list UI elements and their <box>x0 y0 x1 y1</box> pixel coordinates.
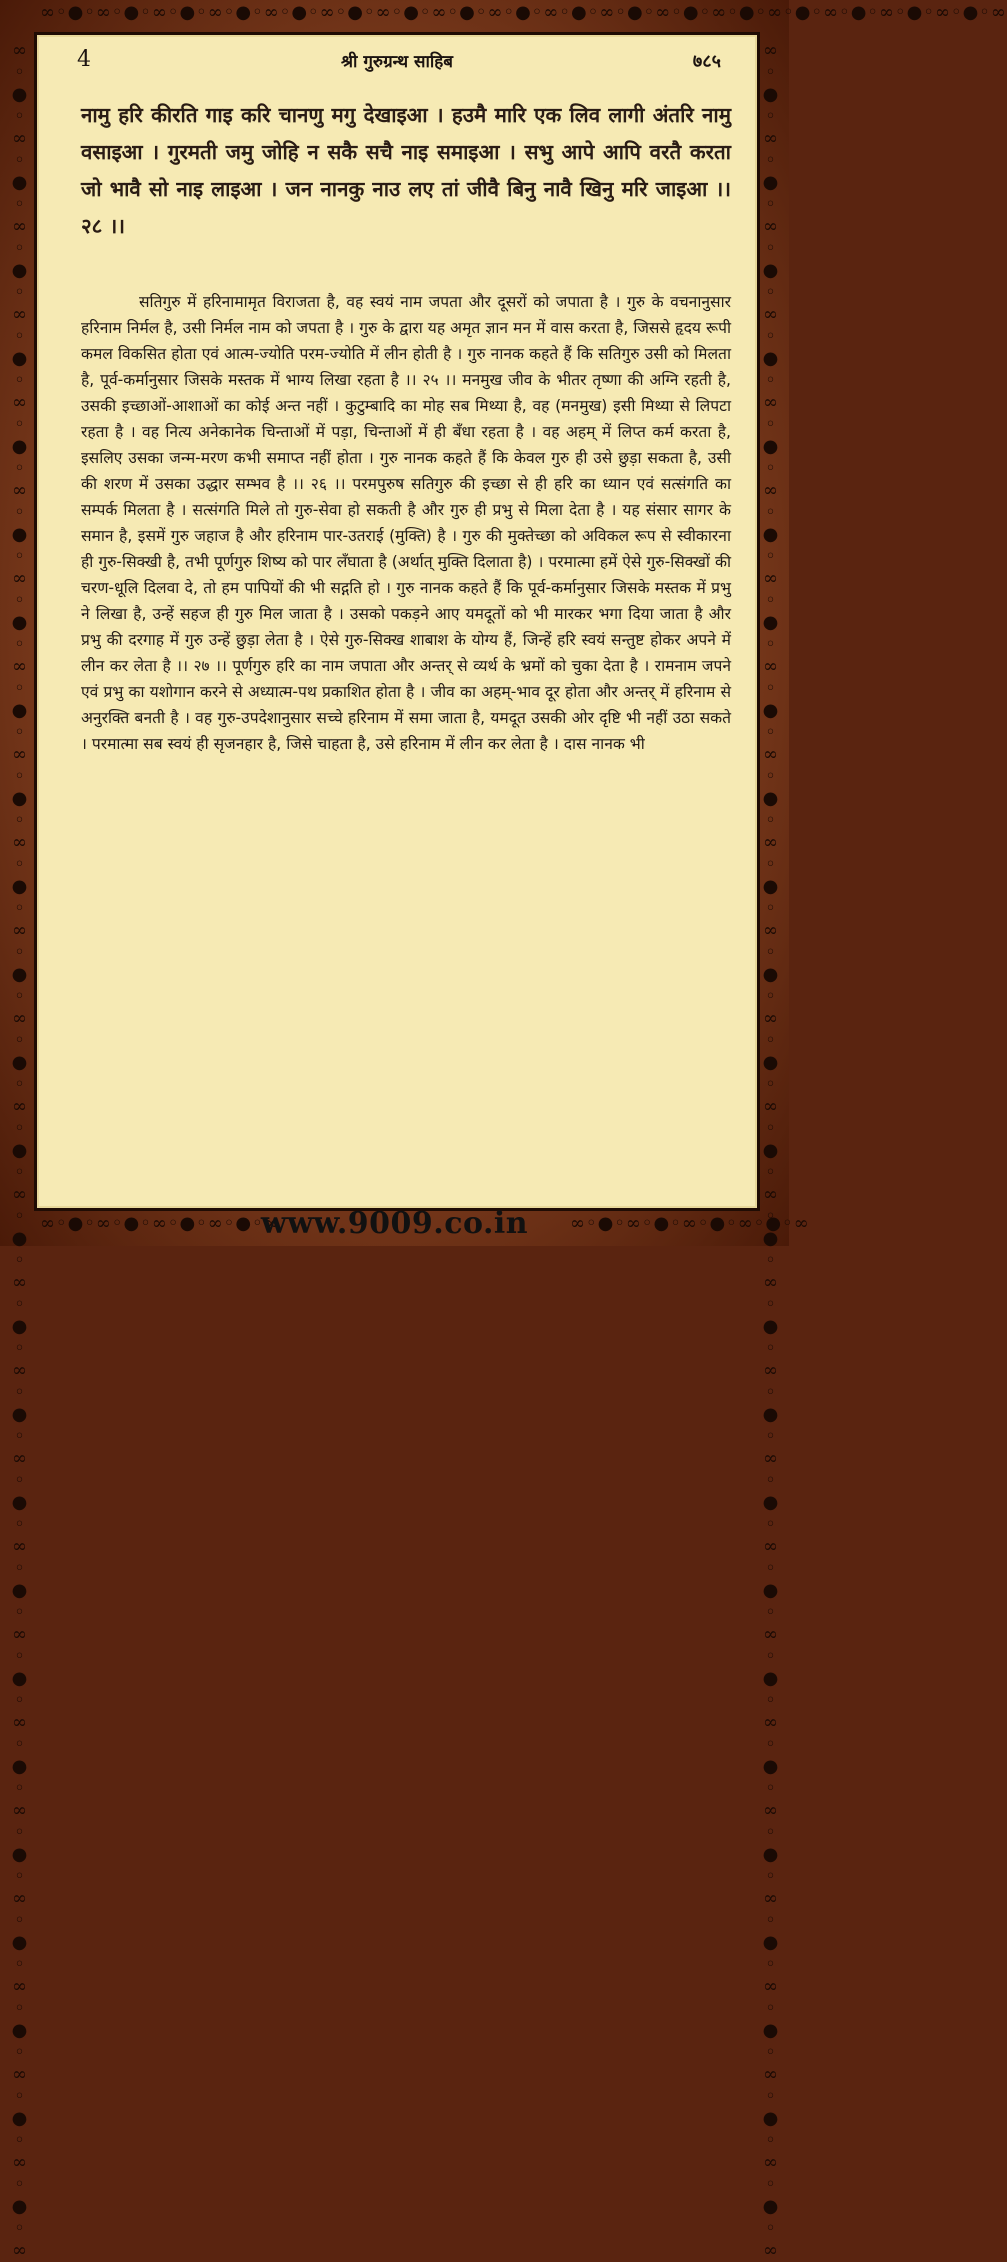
scripture-page <box>34 32 760 1211</box>
left-border-ornament: ∞◦●◦∞◦●◦∞◦●◦∞◦●◦∞◦●◦∞◦●◦∞◦●◦∞◦●◦∞◦●◦∞◦●◦∞◦●◦∞◦●◦∞◦●◦∞◦●◦∞◦●◦∞◦●◦∞◦●◦∞◦●◦∞◦●◦∞◦●◦∞◦●◦∞◦●◦∞◦●◦∞◦●◦∞◦●◦∞ <box>9 40 30 2262</box>
page-number-left: 4 <box>77 47 91 72</box>
top-border-ornament: ∞◦●◦∞◦●◦∞◦●◦∞◦●◦∞◦●◦∞◦●◦∞◦●◦∞◦●◦∞◦●◦∞◦●◦∞◦●◦∞◦●◦∞◦●◦∞◦●◦∞◦●◦∞◦●◦∞◦●◦∞ <box>40 2 1007 23</box>
page-title: श्री गुरुग्रन्थ साहिब <box>340 52 454 72</box>
page-number-right: ७८५ <box>692 51 721 72</box>
website-link[interactable]: www.9009.co.in <box>260 1206 529 1241</box>
bottom-left-border-ornament: ∞◦●◦∞◦●◦∞◦●◦∞◦●◦∞ <box>40 1213 280 1234</box>
commentary-text: सतिगुरु में हरिनामामृत विराजता है, वह स्वयं नाम जपता और दूसरों को जपाता है । गुरु के वचनानुसार हरिनाम निर्मल है, उसी निर्मल नाम को जपता है । गुरु के द्वारा यह अमृत ज्ञान मन में वास करता है, जिससे हृदय रूपी कमल विकसित होता एवं आत्म-ज्योति परम-ज्योति में लीन होती है । गुरु नानक कहते हैं कि सतिगुरु उसी को मिलता है, पूर्व-कर्मानुसार जिसके मस्तक में भाग्य लिखा रहता है ।। २५ ।। मनमुख जीव के भीतर तृष्णा की अग्नि रहती है, उसकी इच्छाओं-आशाओं का कोई अन्त नहीं । कुटुम्बादि का मोह सब मिथ्या है, वह (मनमुख) इसी मिथ्या से लिपटा रहता है । वह नित्य अनेकानेक चिन्ताओं में पड़ा, चिन्ताओं में ही बँधा रहता है । वह अहम् में लिप्त कर्म करता है, इसलिए उसका जन्म-मरण कभी समाप्त नहीं होता । गुरु नानक कहते हैं कि केवल गुरु ही उसे छुड़ा सकता है, उसी की शरण में उसका उद्धार सम्भव है ।। २६ ।। परमपुरुष सतिगुरु की इच्छा से ही हरि का ध्यान एवं सत्संगति का सम्पर्क मिलता है । सत्संगति मिले तो गुरु-सेवा हो सकती है और गुरु ही प्रभु से मिला देता है । यह संसार सागर के समान है, इसमें गुरु जहाज है और हरिनाम पार-उतराई (मुक्ति) है । गुरु की मुक्तेच्छा को अविकल रूप से स्वीकारना ही गुरु-सिक्खी है, तभी पूर्णगुरु शिष्य को पार लँघाता है (अर्थात् मुक्ति दिलाता है) । परमात्मा हमें ऐसे गुरु-सिक्खों की चरण-धूलि दिलवा दे, तो हम पापियों की भी सद्गति हो । गुरु नानक कहते हैं कि पूर्व-कर्मानुसार जिसके मस्तक में प्रभु ने लिखा है, उन्हें सहज ही गुरु मिल जाता है । उसको पकड़ने आए यमदूतों को भी मारकर भगा दिया जाता है और प्रभु की दरगाह में गुरु उन्हें छुड़ा लेता है । ऐसे गुरु-सिक्ख शाबाश के योग्य हैं, जिन्हें हरि स्वयं सन्तुष्ट होकर अपने में लीन कर लेता है ।। २७ ।। पूर्णगुरु हरि का नाम जपाता और अन्तर् से व्यर्थ के भ्रमों को चुका देता है । रामनाम जपने एवं प्रभु का यशोगान करने से अध्यात्म-पथ प्रकाशित होता है । जीव का अहम्-भाव दूर होता और अन्तर् में हरिनाम से अनुरक्ति बनती है । वह गुरु-उपदेशानुसार सच्चे हरिनाम में समा जाता है, यमदूत उसकी ओर दृष्टि भी नहीं उठा सकते । परमात्मा सब स्वयं ही सृजनहार है, जिसे चाहता है, उसे हरिनाम में लीन कर लेता है । दास नानक भी <box>81 293 731 753</box>
verse-text: नामु हरि कीरति गाइ करि चानणु मगु देखाइआ । हउमै मारि एक लिव लागी अंतरि नामु वसाइआ । गुरमती जमु जोहि न सकै सचै नाइ समाइआ । सभु आपे आपि वरतै करता जो भावै सो नाइ लाइआ । जन नानकु नाउ लए तां जीवै बिनु नावै खिनु मरि जाइआ ।। २८ ।। <box>81 103 731 238</box>
page-header <box>37 47 757 77</box>
right-border-ornament: ∞◦●◦∞◦●◦∞◦●◦∞◦●◦∞◦●◦∞◦●◦∞◦●◦∞◦●◦∞◦●◦∞◦●◦∞◦●◦∞◦●◦∞◦●◦∞◦●◦∞◦●◦∞◦●◦∞◦●◦∞◦●◦∞◦●◦∞◦●◦∞◦●◦∞◦●◦∞◦●◦∞◦●◦∞◦●◦∞ <box>760 40 781 2262</box>
bottom-right-border-ornament: ∞◦●◦∞◦●◦∞◦●◦∞◦●◦∞ <box>570 1213 810 1234</box>
